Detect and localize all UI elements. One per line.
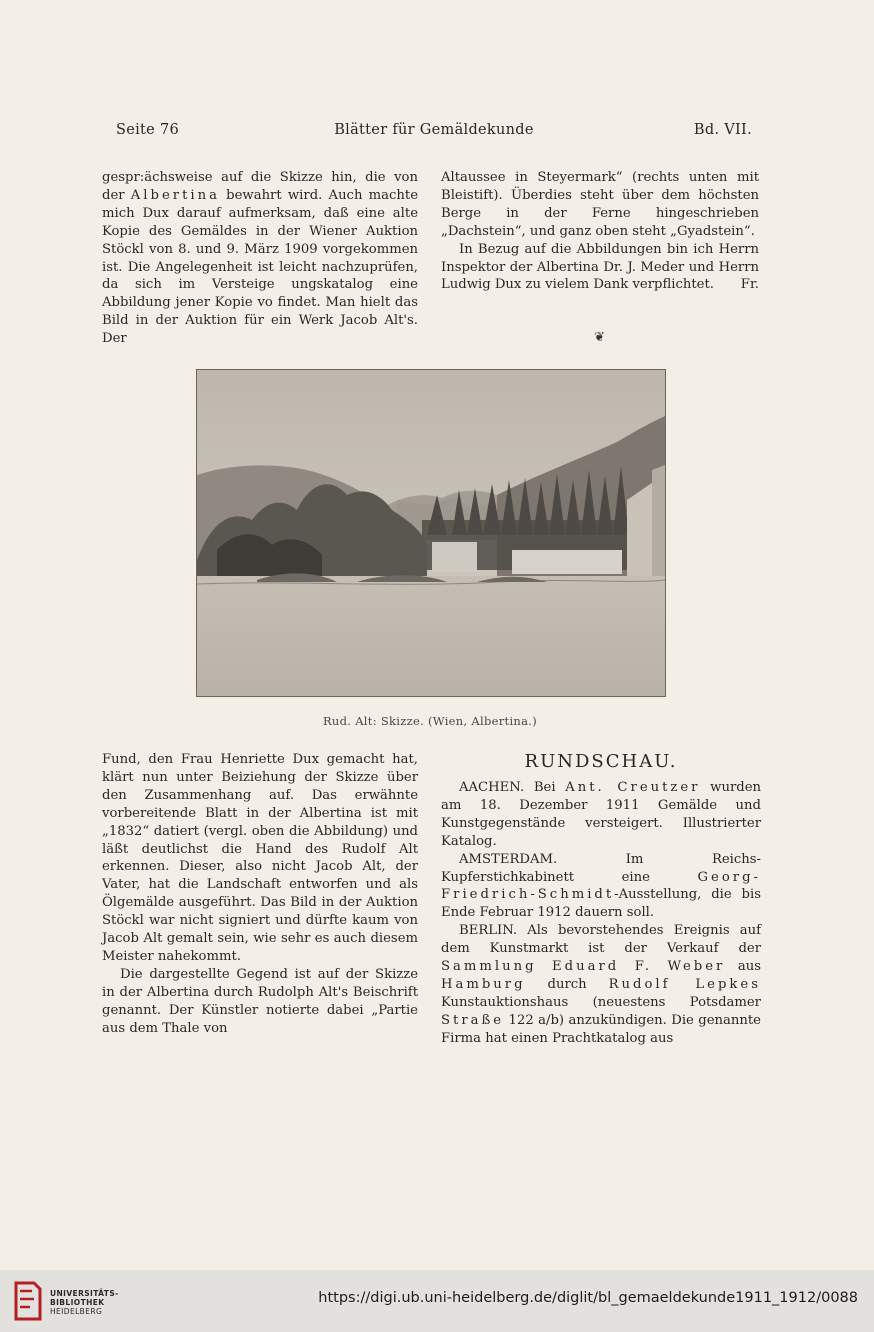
column-top-left: [102, 169, 418, 348]
paragraph: In Bezug auf die Abbildungen bin ich Herrn Inspektor der Albertina Dr. J. Meder und Herrn Ludwig Dux zu vielem Dank verpflichtet. Fr.: [441, 241, 759, 293]
column-bottom-left: [102, 751, 418, 1038]
paragraph: Die dargestellte Gegend ist auf der Skizze in der Albertina durch Rudolph Alt's Beischrift genannt. Der Künstler notierte dabei „Partie aus dem Thale von: [102, 966, 418, 1036]
signature: Fr.: [740, 277, 759, 293]
figure-caption: Rud. Alt: Skizze. (Wien, Albertina.): [322, 714, 538, 728]
column-top-right: [441, 169, 759, 294]
paragraph: Fund, den Frau Henriette Dux gemacht hat, klärt nun unter Beiziehung der Skizze über den Zusammenhang auf. Das erwähnte vorbereitende Blatt in der Albertina ist mit „1832“ datiert (vergl. oben die Abbildung) und läßt deutlichst die Hand des Rudolf Alt erkennen. Dieser, also nicht Jacob Alt, der Vater, hat die Landschaft entworfen und als Ölgemälde ausgeführt. Das Bild in der Auktion Stöckl war nicht signiert und dürfte kaum von Jacob Alt gemalt sein, wie sehr es auch diesem Meister nahekommt.: [102, 752, 418, 964]
ornament-icon: ❦: [594, 330, 605, 345]
paragraph: Altaussee in Steyermark“ (rechts unten mit Bleistift). Überdies steht über dem höchsten Berge in der Ferne hingeschrieben „Dachstein“, und ganz oben steht „Gyadstein“.: [441, 170, 759, 239]
journal-title: Blätter für Gemäldekunde: [334, 122, 534, 138]
news-item-amsterdam: AMSTERDAM. Im Reichs-Kupferstichkabinett eine Georg-Friedrich-Schmidt-Ausstellung, die bis Ende Februar 1912 dauern soll.: [441, 851, 761, 921]
permalink-url[interactable]: https://digi.ub.uni-heidelberg.de/diglit/bl_gemaeldekunde1911_1912/0088: [318, 1290, 858, 1306]
viewer-footer: [0, 1270, 874, 1332]
volume-label: Bd. VII.: [693, 122, 752, 138]
section-title: RUNDSCHAU.: [524, 751, 678, 772]
news-item-berlin: BERLIN. Als bevorstehendes Ereignis auf dem Kunstmarkt ist der Verkauf der Sammlung Eduard F. Weber aus Hamburg durch Rudolf Lepkes Kunstauktionshaus (neuestens Potsdamer Straße 122 a/b) anzukündigen. Die genannte Firma hat einen Prachtkatalog aus: [441, 923, 761, 1046]
library-logo-icon[interactable]: [10, 1279, 44, 1323]
column-bottom-right: [441, 751, 761, 1048]
paragraph: gespr:ächsweise auf die Skizze hin, die von der Albertina bewahrt wird. Auch machte mich Dux darauf aufmerksam, daß eine alte Kopie des Gemäldes in der Wiener Auktion Stöckl von 8. und 9. März 1909 vorgekommen ist. Die Angelegenheit ist leicht nachzuprüfen, da sich im Versteige ungskatalog eine Abbildung jener Kopie vo findet. Man hielt das Bild in der Auktion für ein Werk Jacob Alt's. Der: [102, 170, 419, 347]
running-header: [116, 122, 752, 144]
library-name[interactable]: UNIVERSITÄTS- BIBLIOTHEK HEIDELBERG: [50, 1289, 119, 1316]
landscape-sketch-image: [196, 369, 666, 697]
page-number: Seite 76: [116, 122, 180, 138]
news-item-aachen: AACHEN. Bei Ant. Creutzer wurden am 18. Dezember 1911 Gemälde und Kunstgegenstände versteigert. Illustrierter Katalog.: [441, 780, 761, 849]
landscape-sketch-svg: [197, 370, 665, 696]
